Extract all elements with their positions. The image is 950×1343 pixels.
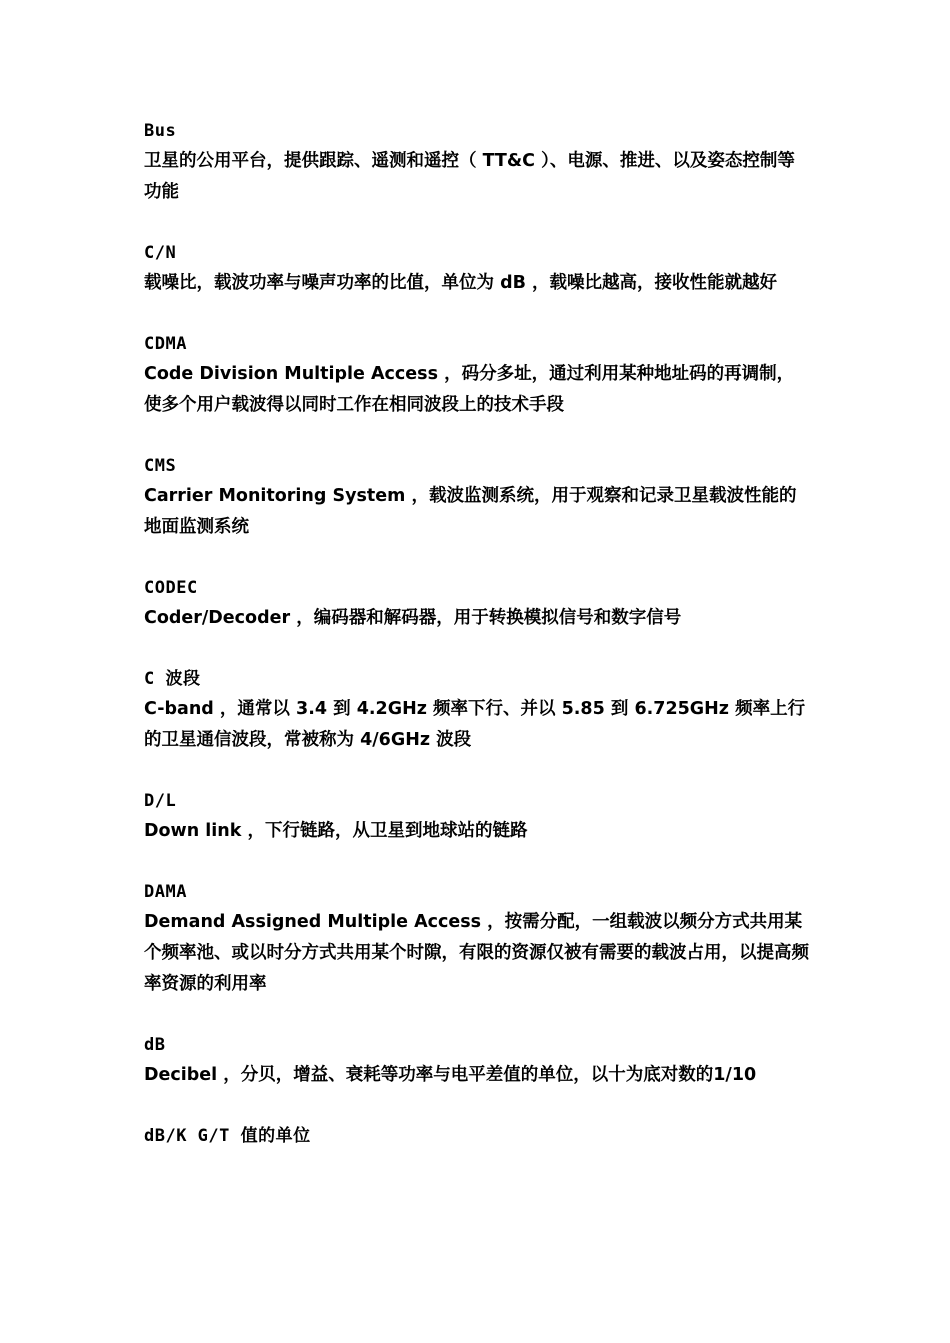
glossary-term: C/N	[144, 243, 177, 263]
glossary-description: Carrier Monitoring System ，载波监测系统，用于观察和记录卫星载波性能的地面监测系统	[144, 486, 797, 537]
glossary-description: Demand Assigned Multiple Access ，按需分配，一组载波以频分方式共用某个频率池、或以时分方式共用某个时隙，有限的资源仅被有需要的载波占用，以提高频率资源的利用率	[144, 912, 809, 994]
glossary-description: Down link ，下行链路，从卫星到地球站的链路	[144, 821, 528, 841]
glossary-term: D/L	[144, 791, 177, 811]
glossary-entry	[144, 573, 810, 634]
glossary-entry	[144, 451, 810, 543]
glossary-page	[144, 116, 810, 1181]
glossary-entry	[144, 116, 810, 208]
glossary-entry	[144, 238, 810, 299]
glossary-term: Bus	[144, 121, 177, 141]
glossary-description: C-band ，通常以 3.4 到 4.2GHz 频率下行、并以 5.85 到 6.725GHz 频率上行的卫星通信波段，常被称为 4/6GHz 波段	[144, 699, 806, 750]
glossary-entry	[144, 786, 810, 847]
glossary-entry	[144, 1030, 810, 1091]
glossary-description: Decibel ，分贝，增益、衰耗等功率与电平差值的单位，以十为底对数的1/10	[144, 1065, 757, 1085]
glossary-entry	[144, 329, 810, 421]
glossary-term: C 波段	[144, 669, 201, 689]
glossary-term: CODEC	[144, 578, 198, 598]
glossary-term: DAMA	[144, 882, 187, 902]
glossary-entry	[144, 664, 810, 756]
glossary-term: dB/K G/T 值的单位	[144, 1126, 311, 1146]
glossary-term: CDMA	[144, 334, 187, 354]
glossary-term: CMS	[144, 456, 177, 476]
glossary-entry	[144, 877, 810, 1000]
glossary-description: 卫星的公用平台，提供跟踪、遥测和遥控（ TT&C ）、电源、推进、以及姿态控制等功能	[144, 151, 795, 202]
glossary-description: Code Division Multiple Access ，码分多址，通过利用某种地址码的再调制，使多个用户载波得以同时工作在相同波段上的技术手段	[144, 364, 795, 415]
glossary-term: dB	[144, 1035, 166, 1055]
glossary-entry	[144, 1121, 810, 1151]
glossary-description: Coder/Decoder ，编码器和解码器，用于转换模拟信号和数字信号	[144, 608, 682, 628]
glossary-description: 载噪比，载波功率与噪声功率的比值，单位为 dB ，载噪比越高，接收性能就越好	[144, 273, 778, 293]
